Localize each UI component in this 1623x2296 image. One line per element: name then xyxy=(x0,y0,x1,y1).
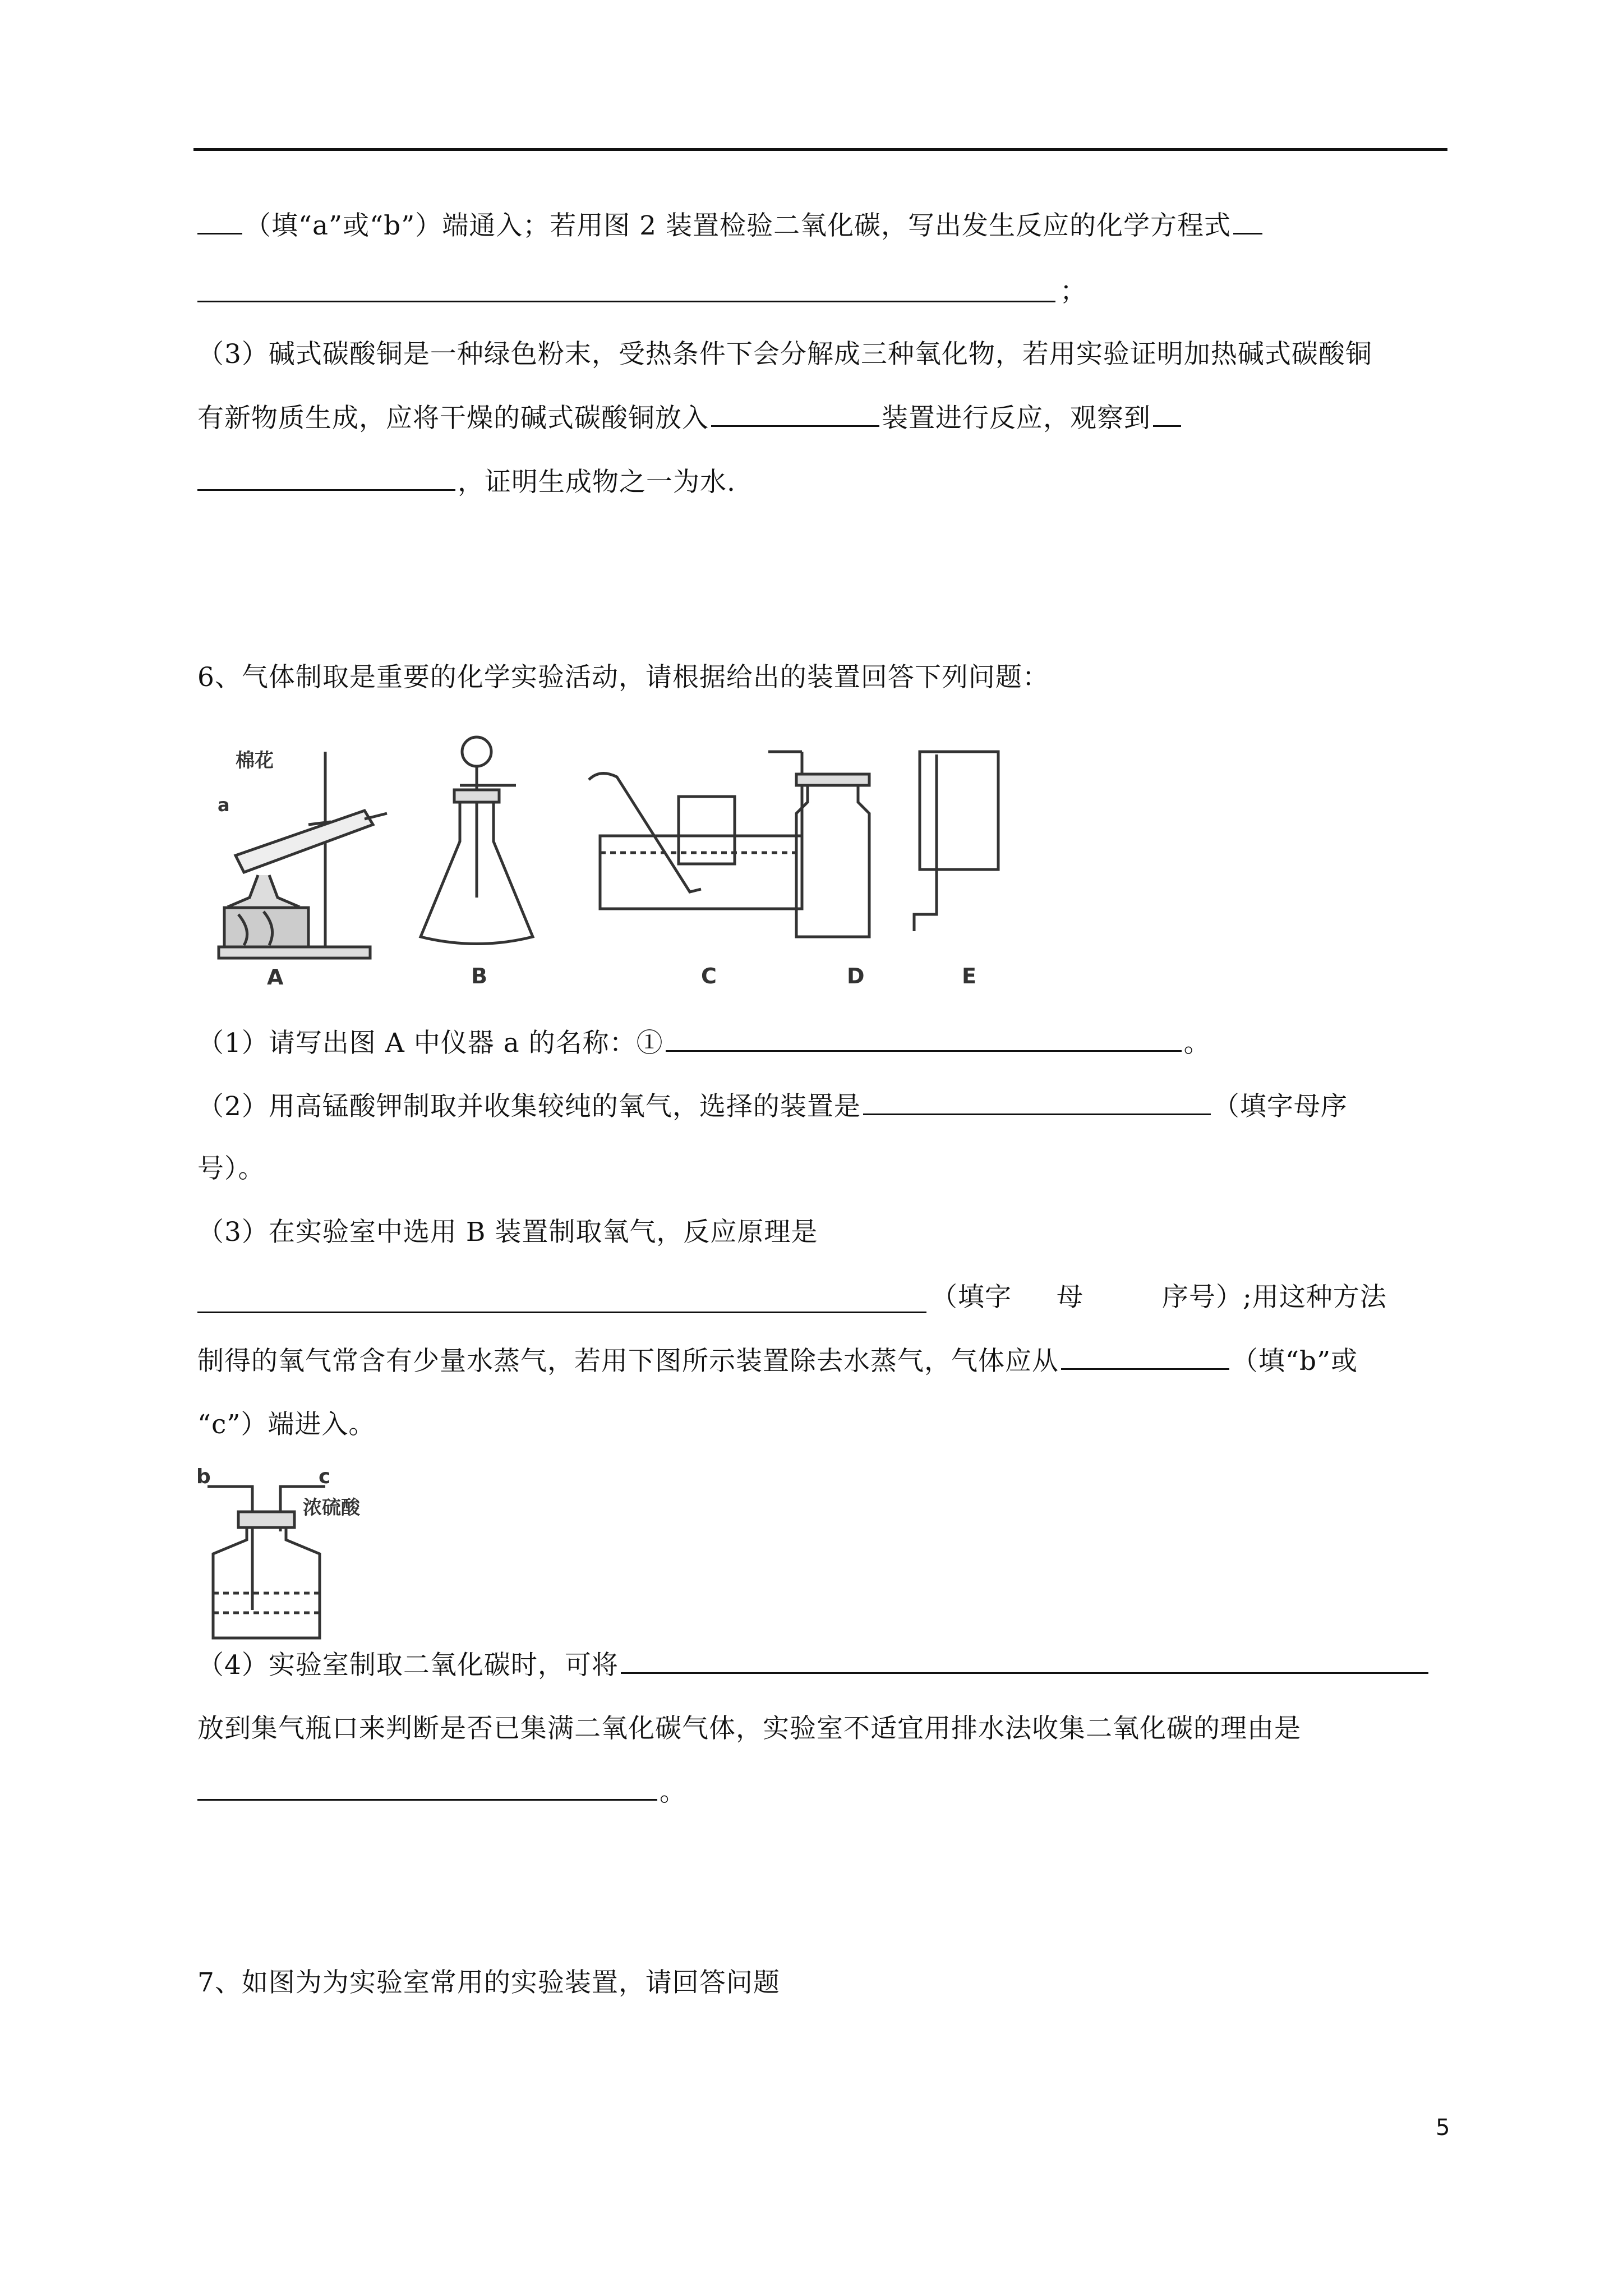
apparatus-drawing xyxy=(196,729,1038,999)
gas-bottle-d xyxy=(796,785,869,937)
q7-stem: 7、如图为为实验室常用的实验装置，请回答问题 xyxy=(197,1967,780,1998)
answer-blank xyxy=(197,469,455,491)
answer-blank-long xyxy=(197,1312,926,1313)
label-c: C xyxy=(701,964,717,988)
q6-sub2-line-1: （2）用高锰酸钾制取并收集较纯的氧气，选择的装置是 （填字母序 xyxy=(197,1091,1348,1122)
q5-sub3-line-2: 有新物质生成，应将干燥的碱式碳酸铜放入 装置进行反应，观察到 xyxy=(197,402,1183,435)
stopper xyxy=(454,790,499,802)
drying-bottle-figure xyxy=(196,1465,381,1644)
stopper xyxy=(238,1512,294,1527)
header-rule xyxy=(193,148,1447,151)
q6-sub3-line-4: “c”）端进入。 xyxy=(197,1409,376,1440)
apparatus-figure xyxy=(196,729,1038,999)
q6-sub4-line-2: 放到集气瓶口来判断是否已集满二氧化碳气体，实验室不适宜用排水法收集二氧化碳的理由是 xyxy=(197,1713,1301,1744)
answer-blank xyxy=(666,1030,1182,1052)
water-trough xyxy=(600,836,802,909)
answer-blank xyxy=(1061,1348,1229,1370)
q5-line-1: （填“a”或“b”）端通入；若用图 2 装置检验二氧化碳，写出发生反应的化学方程式 xyxy=(197,209,1265,243)
q6-sub3-line-2: （填字 母 序号）;用这种方法 xyxy=(931,1282,1387,1313)
test-tube xyxy=(236,811,373,872)
answer-blank-long xyxy=(197,301,1055,302)
label-d: D xyxy=(847,964,865,988)
q6-sub4-line-3: 。 xyxy=(197,1775,686,1809)
q5-sub3-line-3: ，证明生成物之一为水. xyxy=(197,466,736,499)
iron-stand-base xyxy=(219,947,370,958)
answer-blank xyxy=(863,1093,1211,1115)
q5-sub3-line-1: （3）碱式碳酸铜是一种绿色粉末，受热条件下会分解成三种氧化物，若用实验证明加热碱式碳酸铜 xyxy=(197,339,1372,370)
answer-blank xyxy=(711,405,879,427)
q6-sub3-line-3: 制得的氧气常含有少量水蒸气，若用下图所示装置除去水蒸气，气体应从 （填“b”或 xyxy=(197,1346,1358,1377)
gas-bottle-e xyxy=(920,752,998,869)
answer-blank xyxy=(621,1652,1428,1674)
b-port-label: b xyxy=(196,1465,211,1488)
q6-sub4-line-1: （4）实验室制取二氧化碳时，可将 xyxy=(197,1649,1431,1682)
q6-sub3-line-1: （3）在实验室中选用 B 装置制取氧气，反应原理是 xyxy=(197,1217,818,1248)
cotton-label: 棉花 xyxy=(236,749,274,772)
funnel-bulb xyxy=(462,737,491,766)
answer-blank xyxy=(197,1779,657,1801)
q6-stem: 6、气体制取是重要的化学实验活动，请根据给出的装置回答下列问题： xyxy=(197,662,1049,693)
label-e: E xyxy=(962,964,976,988)
bottle xyxy=(213,1527,320,1638)
answer-blank xyxy=(1153,405,1181,427)
label-b: B xyxy=(471,964,487,988)
page-number: 5 xyxy=(1436,2115,1450,2141)
answer-blank xyxy=(197,213,242,234)
q5-line-2-end: ； xyxy=(1060,276,1087,307)
answer-blank xyxy=(1233,213,1262,234)
q6-sub1: （1）请写出图 A 中仪器 a 的名称：① 。 xyxy=(197,1028,1211,1059)
a-label: a xyxy=(218,794,230,816)
acid-label: 浓硫酸 xyxy=(303,1497,360,1519)
c-port-label: c xyxy=(319,1465,331,1488)
label-a: A xyxy=(267,965,284,990)
q6-sub2-line-2: 号）。 xyxy=(197,1153,265,1184)
